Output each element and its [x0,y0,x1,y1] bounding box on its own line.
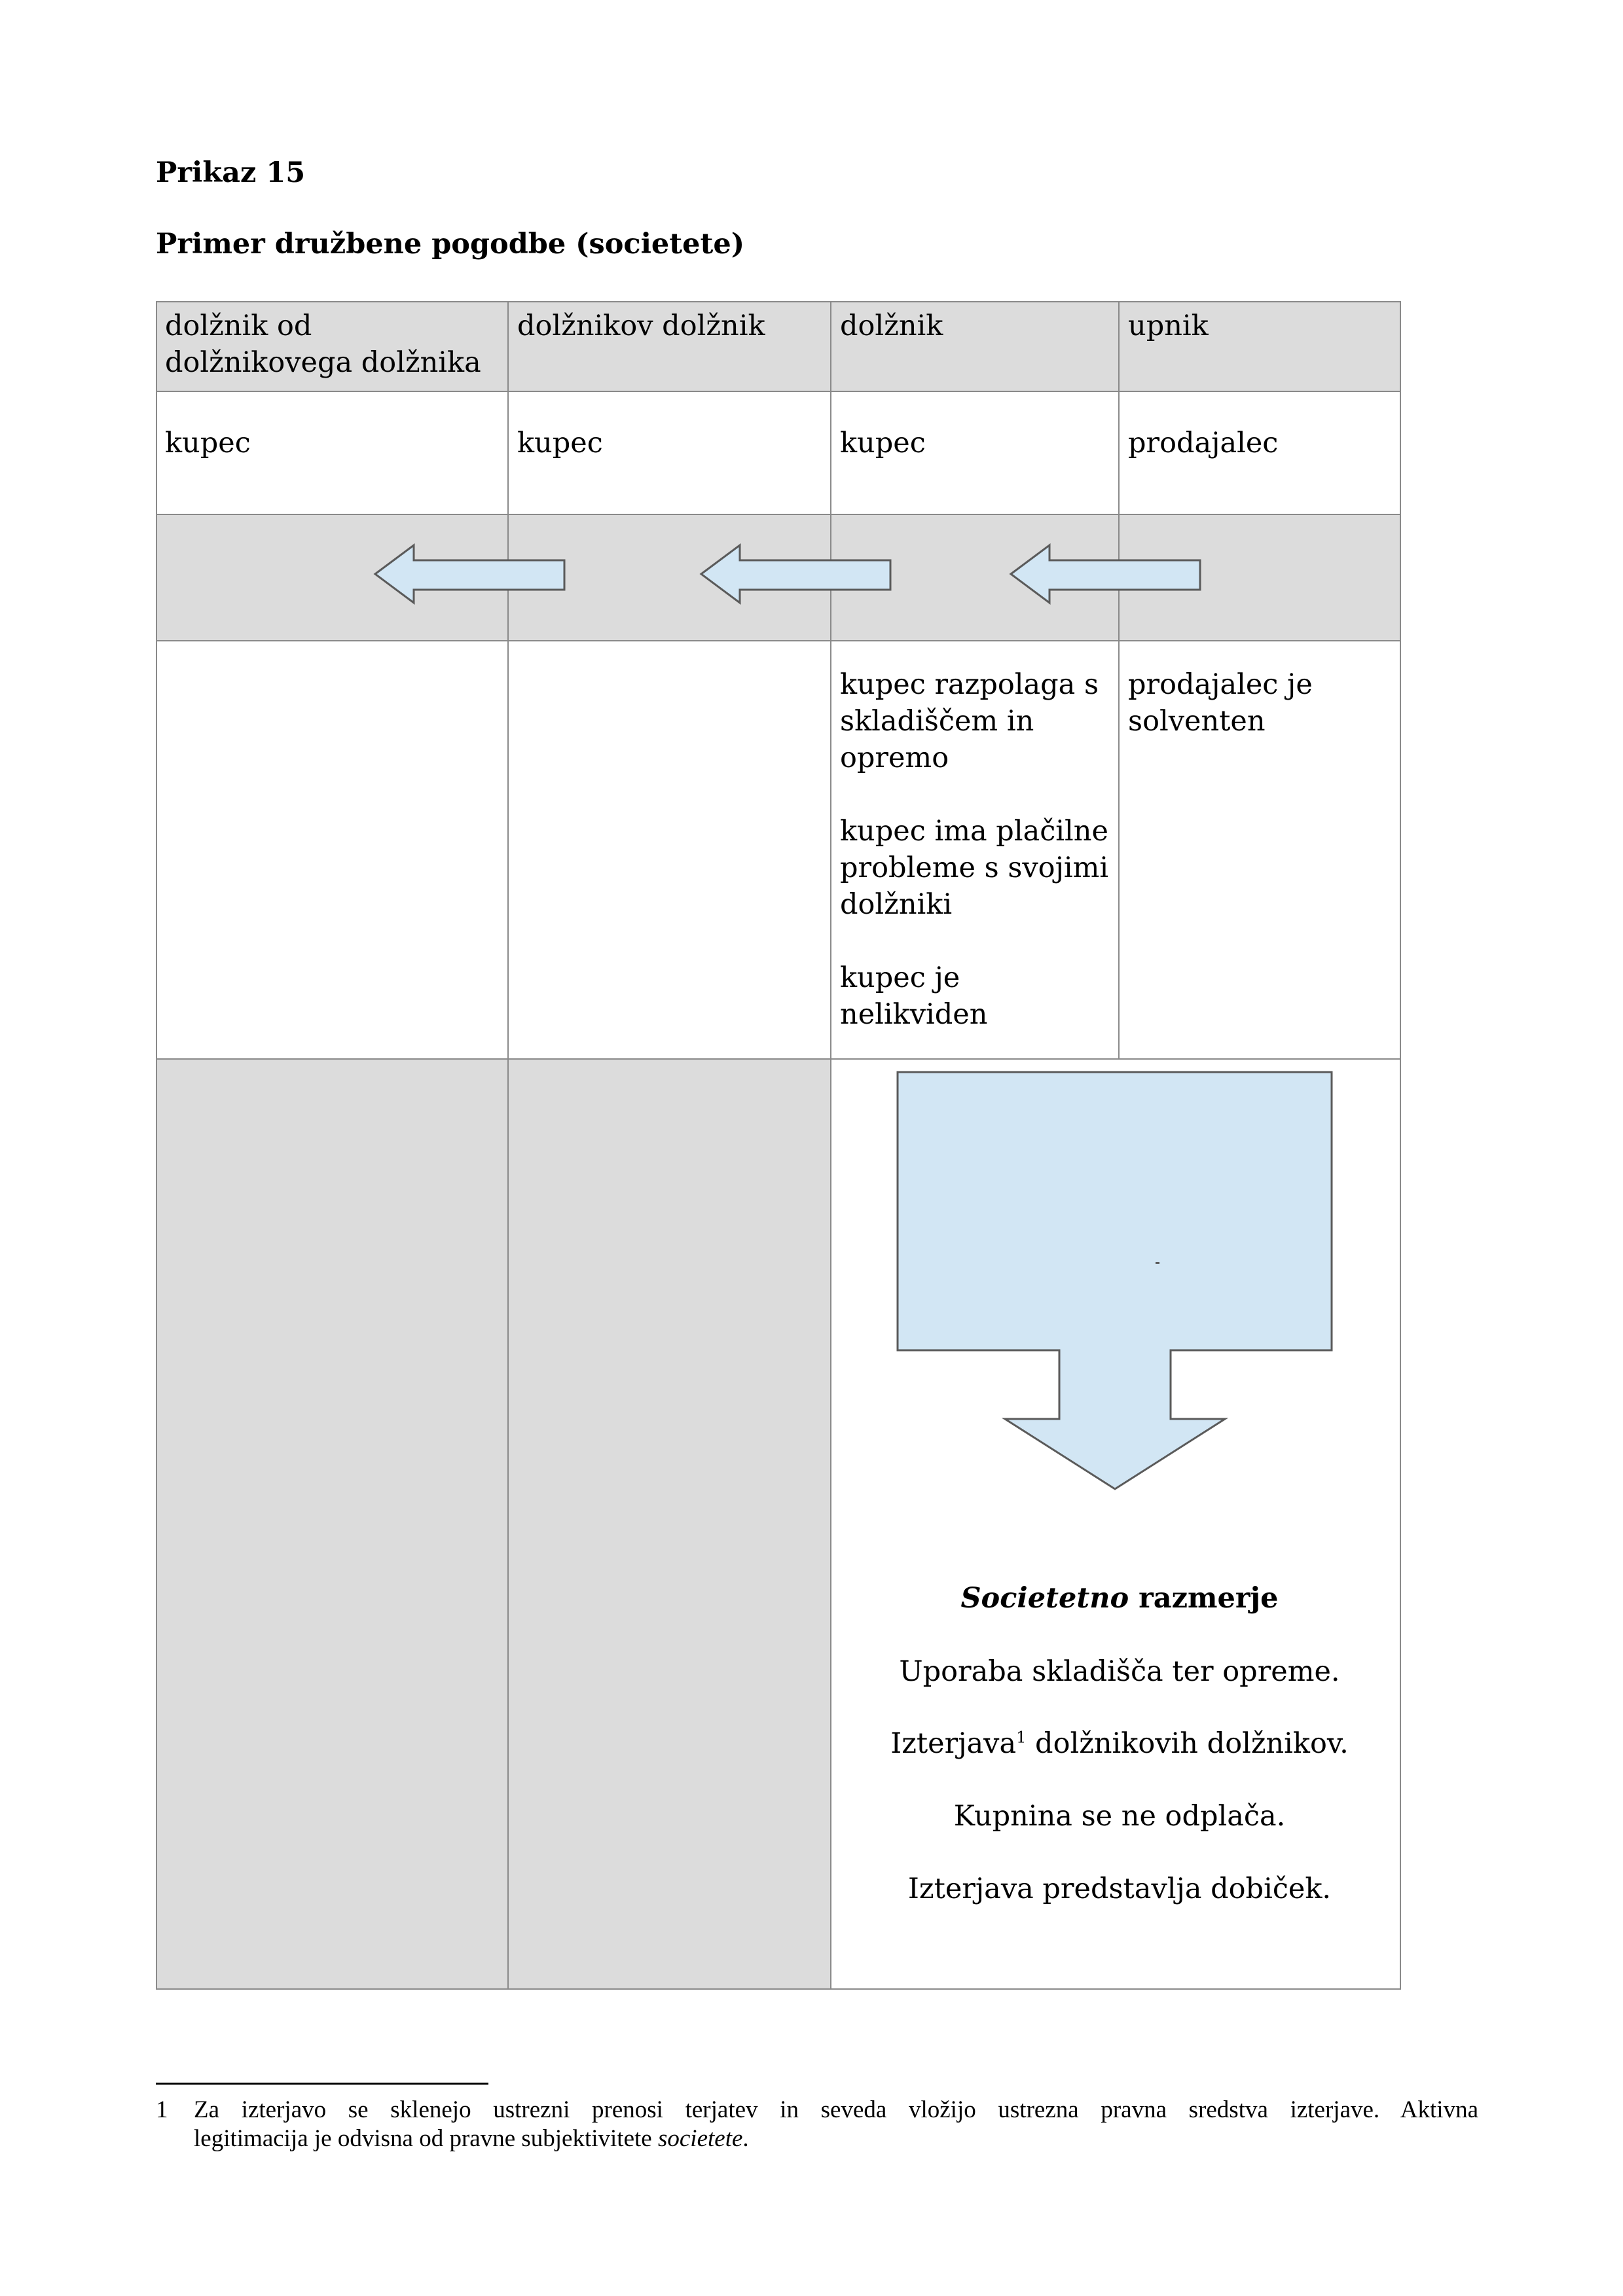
header-text-3: dolžnik [840,310,943,342]
header-text-1: dolžnik od dolžnikovega dolžnika [165,310,481,379]
footnote-ref[interactable]: 1 [1016,1728,1027,1747]
role-text-4: prodajalec [1128,427,1279,459]
figure-title: Primer družbene pogodbe (societete) [156,228,745,260]
grid-line [156,514,1401,515]
relationship-title-rest: razmerje [1129,1582,1279,1615]
creditor-status-cell [1119,640,1401,1058]
figure-label: Prikaz 15 [156,156,306,189]
role-cell-2 [508,391,831,514]
footnote-line-1: Za izterjavo se sklenejo ustrezni prenosi terjatev in seveda vložijo ustrezna pravna sredstva izterjave. Aktivna [194,2096,1478,2123]
status-warehouse: kupec razpolaga s skladiščem in opremo [840,668,1099,774]
footnote [156,2096,1478,2153]
relationship-line-collection [838,1725,1401,1762]
header-cell-creditor [1119,301,1401,391]
grid-line [1118,301,1120,1060]
footnote-period: . [742,2125,749,2152]
relationship-line-use: Uporaba skladišča ter opreme. [899,1655,1340,1688]
relationship-line-price: Kupnina se ne odplača. [953,1800,1286,1833]
header-text-2: dolžnikov dolžnik [517,310,765,342]
grid-line [156,391,1401,392]
status-solvent: prodajalec je solventen [1128,668,1313,738]
footnote-italic-word: societete [657,2125,743,2152]
left-arrow-icon [373,543,570,609]
role-cell-4 [1119,391,1401,514]
footnote-number: 1 [156,2096,168,2123]
role-cell-1 [156,391,508,514]
collection-word: Izterjava [890,1727,1017,1760]
footnote-separator [156,2083,488,2085]
grid-line [156,640,1401,641]
left-arrow-icon [699,543,896,609]
collection-rest: dolžnikovih dolžnikov. [1026,1727,1349,1760]
status-illiquid: kupec je nelikviden [840,961,988,1031]
grey-bottom-cells [156,1058,831,1990]
role-text-3: kupec [840,427,926,459]
debtor-status-cell [831,640,1119,1058]
header-text-4: upnik [1128,310,1209,342]
header-cell-debtors-debtor-debtor [156,301,508,391]
grid-line [156,1988,1401,1990]
grid-line [156,301,1401,302]
status-payment-problems: kupec ima plačilne probleme s svojimi dolžniki [840,815,1109,921]
footnote-line-2-text: legitimacija je odvisna od pravne subjektivitete [194,2125,658,2152]
relationship-title-italic: Societetno [960,1582,1129,1615]
grid-line [156,301,157,1990]
relationship-title [838,1580,1401,1617]
relationship-line-profit: Izterjava predstavlja dobiček. [907,1873,1332,1905]
left-arrow-icon [1009,543,1205,609]
role-text-2: kupec [517,427,603,459]
role-text-1: kupec [165,427,251,459]
role-cell-3 [831,391,1119,514]
grid-line [156,1058,1401,1060]
header-cell-debtors-debtor [508,301,831,391]
footnote-line-2 [194,2125,749,2152]
header-cell-debtor [831,301,1119,391]
down-arrow-icon [896,1070,1341,1496]
